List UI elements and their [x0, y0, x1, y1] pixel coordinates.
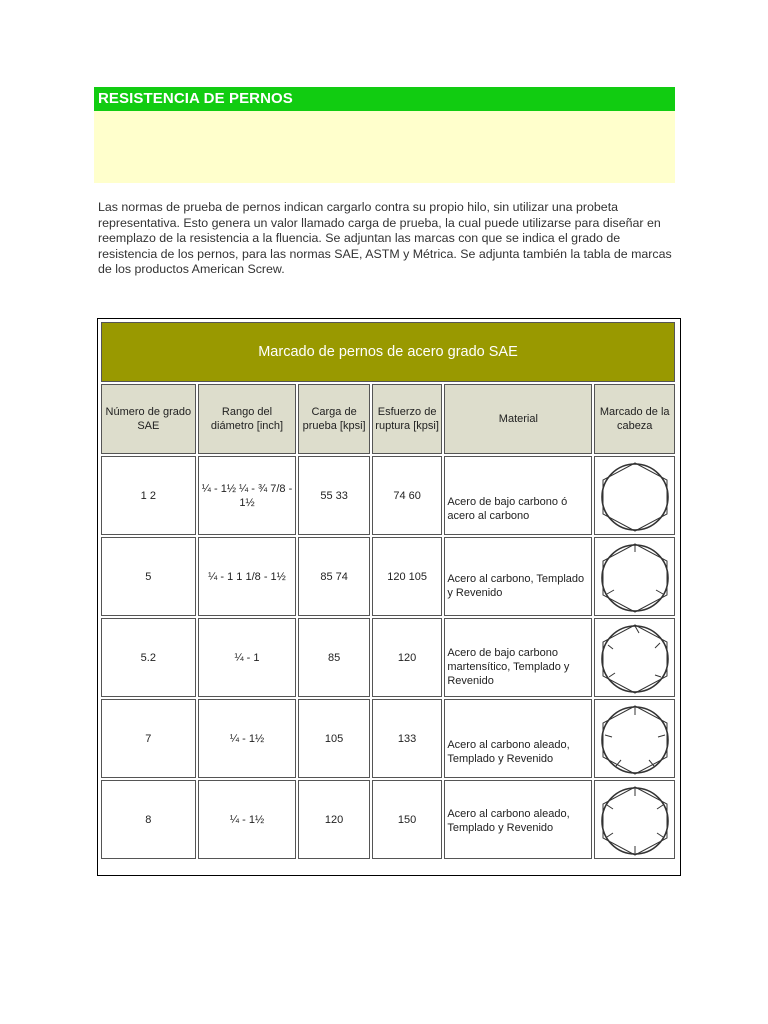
cell-material-text: Acero al carbono aleado, Templado y Revenido — [447, 807, 570, 834]
hex-head-3-oblique-lines-icon — [597, 621, 673, 695]
cell-tensile: 133 — [372, 699, 443, 778]
col-header-range: Rango del diámetro [inch] — [198, 384, 297, 454]
cell-range: ¼ - 1½ — [198, 780, 297, 859]
hex-head-5-lines-icon — [597, 702, 673, 776]
col-header-marking: Marcado de la cabeza — [594, 384, 675, 454]
cell-range: ¼ - 1½ ¼ - ¾ 7/8 - 1½ — [198, 456, 297, 535]
cell-proof: 85 74 — [298, 537, 370, 616]
cell-proof: 105 — [298, 699, 370, 778]
cell-tensile: 120 105 — [372, 537, 443, 616]
section-title-bar — [94, 87, 675, 111]
cell-tensile: 120 — [372, 618, 443, 697]
cell-material — [444, 456, 592, 535]
cell-tensile: 74 60 — [372, 456, 443, 535]
section-title: RESISTENCIA DE PERNOS — [98, 90, 293, 107]
cell-material — [444, 780, 592, 859]
cell-range: ¼ - 1 — [198, 618, 297, 697]
cell-proof: 55 33 — [298, 456, 370, 535]
cell-material — [444, 699, 592, 778]
cell-material-text: Acero de bajo carbono martensítico, Templado y Revenido — [447, 646, 570, 687]
cell-material — [444, 537, 592, 616]
cell-tensile: 150 — [372, 780, 443, 859]
cell-range: ¼ - 1½ — [198, 699, 297, 778]
table-row — [101, 780, 675, 859]
intro-paragraph: Las normas de prueba de pernos indican cargarlo contra su propio hilo, sin utilizar una probeta representativa. Esto genera un valor llamado carga de prueba, la cual puede utilizarse para diseñar en reemplazo de la resistencia a la fluencia. Se adjuntan las marcas con que se indica el grado de resistencia de los pernos, para las normas SAE, ASTM y Métrica. Se adjunta también la tabla de marcas de los productos American Screw. — [98, 200, 672, 276]
sae-table-frame — [97, 318, 681, 876]
sae-grade-table — [99, 320, 677, 861]
table-row — [101, 699, 675, 778]
table-header-row — [101, 384, 675, 454]
cell-grade: 5 — [101, 537, 196, 616]
table-row — [101, 456, 675, 535]
cell-proof: 85 — [298, 618, 370, 697]
hex-head-6-lines-icon — [597, 783, 673, 857]
cell-material-text: Acero de bajo carbono ó acero al carbono — [447, 495, 568, 522]
cell-grade: 1 2 — [101, 456, 196, 535]
col-header-grade: Número de grado SAE — [101, 384, 196, 454]
table-row — [101, 537, 675, 616]
cell-material-text: Acero al carbono aleado, Templado y Revenido — [447, 738, 570, 765]
cell-grade: 8 — [101, 780, 196, 859]
cell-material — [444, 618, 592, 697]
cell-marking — [594, 780, 675, 859]
col-header-material: Material — [444, 384, 592, 454]
cell-proof: 120 — [298, 780, 370, 859]
cell-marking — [594, 537, 675, 616]
cell-range: ¼ - 1 1 1/8 - 1½ — [198, 537, 297, 616]
cell-grade: 5.2 — [101, 618, 196, 697]
table-caption: Marcado de pernos de acero grado SAE — [101, 322, 675, 382]
col-header-tensile: Esfuerzo de ruptura [kpsi] — [372, 384, 443, 454]
note-box — [94, 111, 675, 183]
cell-marking — [594, 618, 675, 697]
cell-grade: 7 — [101, 699, 196, 778]
cell-material-text: Acero al carbono, Templado y Revenido — [447, 572, 585, 599]
hex-head-3-lines-icon — [597, 540, 673, 614]
col-header-proof: Carga de prueba [kpsi] — [298, 384, 370, 454]
table-row — [101, 618, 675, 697]
cell-marking — [594, 699, 675, 778]
cell-marking — [594, 456, 675, 535]
hex-head-no-marks-icon — [597, 459, 673, 533]
